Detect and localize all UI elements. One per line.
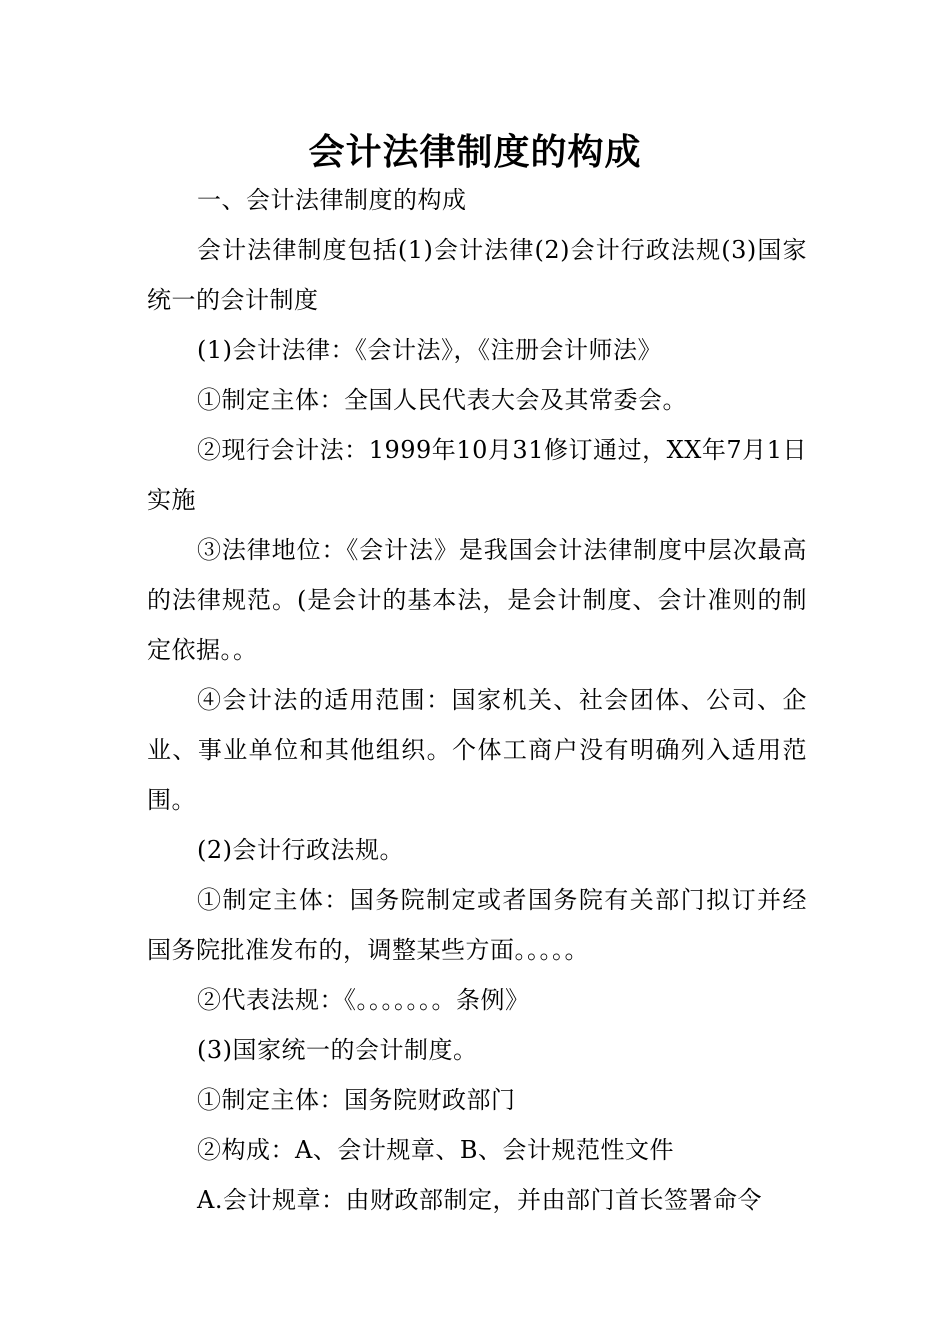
paragraph-accounting-rules: A.会计规章：由财政部制定，并由部门首长签署命令: [197, 1186, 762, 1214]
paragraph-section-heading: 一、会计法律制度的构成: [197, 186, 467, 214]
paragraph-scope: ④会计法的适用范围：国家机关、社会团体、公司、企业、事业单位和其他组织。个体工商户没有明确列入适用范围。: [147, 686, 807, 814]
paragraph-legal-status: ③法律地位：《会计法》是我国会计法律制度中层次最高的法律规范。(是会计的基本法，是会计制度、会计准则的制定依据。。: [147, 536, 807, 664]
paragraph-system-maker: ①制定主体：国务院财政部门: [197, 1086, 516, 1114]
paragraph-composition: 会计法律制度包括(1)会计法律(2)会计行政法规(3)国家统一的会计制度: [147, 236, 807, 314]
paragraph-representative-regulation: ②代表法规：《。。。。。。。条例》: [197, 986, 530, 1014]
paragraph-admin-regulations: (2)会计行政法规。: [197, 836, 404, 864]
paragraph-current-law: ②现行会计法：1999年10月31修订通过，XX年7月1日实施: [147, 436, 807, 514]
paragraph-unified-system: (3)国家统一的会计制度。: [197, 1036, 478, 1064]
document-body: [147, 175, 807, 1225]
paragraph-law-maker: ①制定主体：全国人民代表大会及其常委会。: [197, 386, 687, 414]
paragraph-regulation-maker: ①制定主体：国务院制定或者国务院有关部门拟订并经国务院批准发布的，调整某些方面。。。。。: [147, 886, 807, 964]
document-title: 会计法律制度的构成: [308, 131, 642, 173]
paragraph-system-structure: ②构成：A、会计规章、B、会计规范性文件: [197, 1136, 674, 1164]
paragraph-accounting-law: (1)会计法律：《会计法》，《注册会计师法》: [197, 336, 662, 364]
